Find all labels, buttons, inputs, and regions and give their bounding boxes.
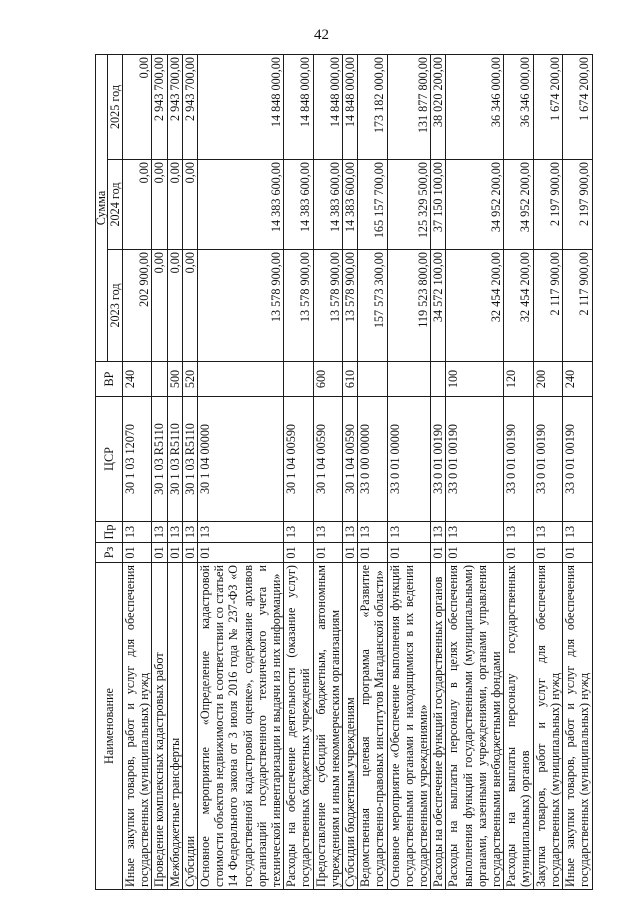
row-name: Расходы на обеспечение деятельности (оказание услуг) государственных бюджетных учреждений xyxy=(284,563,313,890)
row-vr: 610 xyxy=(343,362,358,397)
row-amount-2025: 36 346 000,00 xyxy=(504,55,533,160)
row-amount-2024: 165 157 700,00 xyxy=(358,160,387,250)
row-rz: 01 xyxy=(446,543,504,563)
table-row xyxy=(313,55,342,890)
table-row xyxy=(284,55,313,890)
row-pr: 13 xyxy=(182,522,197,543)
row-rz: 01 xyxy=(533,543,562,563)
row-vr xyxy=(387,362,431,397)
row-pr: 13 xyxy=(167,522,182,543)
row-vr: 500 xyxy=(167,362,182,397)
row-csr: 33 0 01 00190 xyxy=(563,397,592,522)
row-csr: 30 1 04 00590 xyxy=(284,397,313,522)
row-amount-2025: 1 674 200,00 xyxy=(563,55,592,160)
row-csr: 30 1 03 R5110 xyxy=(182,397,197,522)
row-amount-2023: 32 454 200,00 xyxy=(446,250,504,362)
table-row xyxy=(167,55,182,890)
rotated-table-container xyxy=(95,55,593,890)
row-amount-2023: 32 454 200,00 xyxy=(504,250,533,362)
row-vr xyxy=(284,362,313,397)
row-pr: 13 xyxy=(504,522,533,543)
row-rz: 01 xyxy=(358,543,387,563)
table-row xyxy=(198,55,284,890)
row-amount-2023: 0,00 xyxy=(182,250,197,362)
row-csr: 30 1 03 R5110 xyxy=(152,397,167,522)
row-pr: 13 xyxy=(563,522,592,543)
table-row xyxy=(446,55,504,890)
row-name: Иные закупки товаров, работ и услуг для обеспечения государственных (муниципальных) нужд xyxy=(563,563,592,890)
row-rz: 01 xyxy=(152,543,167,563)
header-year-2023: 2023 год xyxy=(108,250,123,362)
row-name: Проведение комплексных кадастровых работ xyxy=(152,563,167,890)
row-amount-2023: 157 573 300,00 xyxy=(358,250,387,362)
row-amount-2024: 0,00 xyxy=(182,160,197,250)
row-amount-2023: 13 578 900,00 xyxy=(343,250,358,362)
row-amount-2025: 14 848 000,00 xyxy=(343,55,358,160)
row-csr: 33 0 01 00190 xyxy=(504,397,533,522)
row-csr: 30 1 04 00590 xyxy=(343,397,358,522)
row-csr: 30 1 04 00590 xyxy=(313,397,342,522)
row-pr: 13 xyxy=(343,522,358,543)
row-amount-2023: 2 117 900,00 xyxy=(533,250,562,362)
row-pr: 13 xyxy=(387,522,431,543)
row-pr: 13 xyxy=(152,522,167,543)
table-body xyxy=(123,55,593,890)
row-amount-2023: 13 578 900,00 xyxy=(284,250,313,362)
row-amount-2024: 0,00 xyxy=(123,160,152,250)
row-pr: 13 xyxy=(533,522,562,543)
header-row xyxy=(96,55,108,890)
row-amount-2025: 173 182 000,00 xyxy=(358,55,387,160)
row-amount-2024: 0,00 xyxy=(167,160,182,250)
row-rz: 01 xyxy=(387,543,431,563)
row-vr xyxy=(198,362,284,397)
row-csr: 33 0 00 00000 xyxy=(358,397,387,522)
row-rz: 01 xyxy=(504,543,533,563)
row-amount-2024: 14 383 600,00 xyxy=(313,160,342,250)
row-pr: 13 xyxy=(358,522,387,543)
row-amount-2025: 14 848 000,00 xyxy=(313,55,342,160)
table-row xyxy=(387,55,431,890)
row-rz: 01 xyxy=(431,543,446,563)
row-amount-2025: 1 674 200,00 xyxy=(533,55,562,160)
header-vr: ВР xyxy=(96,362,123,397)
row-pr: 13 xyxy=(123,522,152,543)
row-rz: 01 xyxy=(198,543,284,563)
row-rz: 01 xyxy=(167,543,182,563)
row-vr: 200 xyxy=(533,362,562,397)
row-name: Ведомственная целевая программа «Развитие государственно-правовых институтов Магаданской области» xyxy=(358,563,387,890)
row-vr xyxy=(358,362,387,397)
row-name: Расходы на выплаты персоналу государственных (муниципальных) органов xyxy=(504,563,533,890)
row-amount-2025: 131 877 800,00 xyxy=(387,55,431,160)
row-name: Предоставление субсидий бюджетным, автономным учреждениям и иным некоммерческим организациям xyxy=(313,563,342,890)
row-amount-2023: 13 578 900,00 xyxy=(313,250,342,362)
row-pr: 13 xyxy=(313,522,342,543)
row-vr: 520 xyxy=(182,362,197,397)
header-sum: Сумма xyxy=(96,55,108,362)
row-rz: 01 xyxy=(123,543,152,563)
row-pr: 13 xyxy=(198,522,284,543)
row-amount-2025: 2 943 700,00 xyxy=(182,55,197,160)
row-vr: 240 xyxy=(563,362,592,397)
row-csr: 33 0 01 00190 xyxy=(431,397,446,522)
row-vr: 600 xyxy=(313,362,342,397)
header-year-2024: 2024 год xyxy=(108,160,123,250)
row-rz: 01 xyxy=(284,543,313,563)
row-amount-2023: 0,00 xyxy=(167,250,182,362)
row-amount-2023: 0,00 xyxy=(152,250,167,362)
row-amount-2025: 14 848 000,00 xyxy=(284,55,313,160)
row-vr xyxy=(431,362,446,397)
row-rz: 01 xyxy=(182,543,197,563)
row-vr xyxy=(152,362,167,397)
row-csr: 33 0 01 00000 xyxy=(387,397,431,522)
row-amount-2023: 119 523 800,00 xyxy=(387,250,431,362)
row-amount-2024: 125 329 500,00 xyxy=(387,160,431,250)
row-name: Основное мероприятие «Обеспечение выполнения функций государственными органами и находящимися в их ведении государственными учреждениями» xyxy=(387,563,431,890)
row-name: Субсидии бюджетным учреждениям xyxy=(343,563,358,890)
row-name: Закупка товаров, работ и услуг для обеспечения государственных (муниципальных) нужд xyxy=(533,563,562,890)
row-vr: 240 xyxy=(123,362,152,397)
row-amount-2024: 37 150 100,00 xyxy=(431,160,446,250)
table-row xyxy=(152,55,167,890)
budget-table xyxy=(95,54,593,890)
row-amount-2023: 202 900,00 xyxy=(123,250,152,362)
row-name: Межбюджетные трансферты xyxy=(167,563,182,890)
row-vr: 120 xyxy=(504,362,533,397)
header-csr: ЦСР xyxy=(96,397,123,522)
row-amount-2024: 2 197 900,00 xyxy=(533,160,562,250)
row-name: Субсидии xyxy=(182,563,197,890)
row-amount-2024: 34 952 200,00 xyxy=(446,160,504,250)
row-amount-2024: 14 383 600,00 xyxy=(284,160,313,250)
header-pr: Пр xyxy=(96,522,123,543)
row-pr: 13 xyxy=(431,522,446,543)
row-amount-2025: 14 848 000,00 xyxy=(198,55,284,160)
row-amount-2025: 0,00 xyxy=(123,55,152,160)
header-year-2025: 2025 год xyxy=(108,55,123,160)
row-amount-2024: 14 383 600,00 xyxy=(343,160,358,250)
row-csr: 30 1 03 12070 xyxy=(123,397,152,522)
row-rz: 01 xyxy=(343,543,358,563)
header-rz: Рз xyxy=(96,543,123,563)
row-amount-2024: 14 383 600,00 xyxy=(198,160,284,250)
row-pr: 13 xyxy=(284,522,313,543)
table-row xyxy=(431,55,446,890)
table-row xyxy=(504,55,533,890)
row-name: Основное мероприятие «Определение кадастровой стоимости объектов недвижимости в соответствии со статьей 14 Федерального закона от 3 июля 2016 года № 237-ФЗ «О государственной кадастровой оценке», содержание архивов организаций государственного технического учета и технической инвентаризации и выдачи из них информации» xyxy=(198,563,284,890)
table-row xyxy=(533,55,562,890)
row-amount-2023: 13 578 900,00 xyxy=(198,250,284,362)
row-amount-2025: 38 020 200,00 xyxy=(431,55,446,160)
row-csr: 33 0 01 00190 xyxy=(533,397,562,522)
page-number: 42 xyxy=(314,27,329,43)
row-name: Расходы на выплаты персоналу в целях обеспечения выполнения функций государственными (муниципальными) органами, казенными учреждениями, органами управления государственными внебюджетными фондами xyxy=(446,563,504,890)
row-amount-2025: 36 346 000,00 xyxy=(446,55,504,160)
table-row xyxy=(358,55,387,890)
row-amount-2025: 2 943 700,00 xyxy=(152,55,167,160)
row-csr: 30 1 04 00000 xyxy=(198,397,284,522)
row-amount-2024: 34 952 200,00 xyxy=(504,160,533,250)
table-header xyxy=(96,55,123,890)
row-amount-2024: 0,00 xyxy=(152,160,167,250)
row-vr: 100 xyxy=(446,362,504,397)
row-amount-2023: 34 572 100,00 xyxy=(431,250,446,362)
row-amount-2025: 2 943 700,00 xyxy=(167,55,182,160)
row-amount-2023: 2 117 900,00 xyxy=(563,250,592,362)
table-row xyxy=(343,55,358,890)
row-csr: 33 0 01 00190 xyxy=(446,397,504,522)
table-row xyxy=(123,55,152,890)
row-amount-2024: 2 197 900,00 xyxy=(563,160,592,250)
table-row xyxy=(563,55,592,890)
row-pr: 13 xyxy=(446,522,504,543)
header-name: Наименование xyxy=(96,563,123,890)
row-name: Расходы на обеспечение функций государственных органов xyxy=(431,563,446,890)
row-rz: 01 xyxy=(313,543,342,563)
row-csr: 30 1 03 R5110 xyxy=(167,397,182,522)
table-row xyxy=(182,55,197,890)
row-rz: 01 xyxy=(563,543,592,563)
row-name: Иные закупки товаров, работ и услуг для обеспечения государственных (муниципальных) нужд xyxy=(123,563,152,890)
